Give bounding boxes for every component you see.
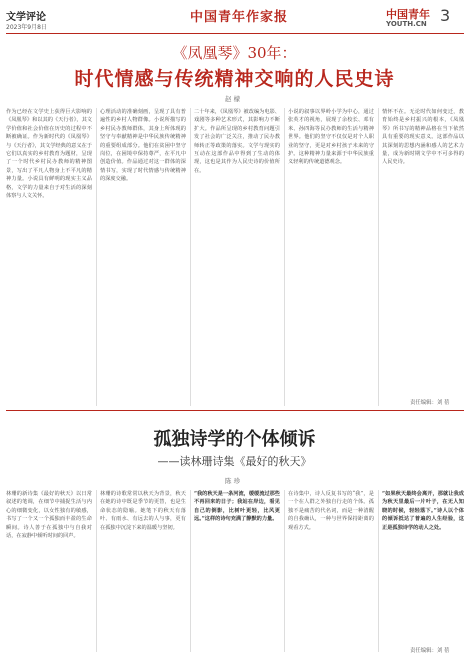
article1-title: 时代情感与传统精神交响的人民史诗 <box>74 68 395 90</box>
article1-subtitle: 《凤凰琴》30年： <box>172 44 297 62</box>
article1-column-4: 小说的叙事以界岭小学为中心，通过张英才的视角，展现了余校长、邓有米、孙四海等民办教师的生活与精神世界。他们的坚守不仅仅是对个人职业的坚守，更是对乡村孩子未来的守护。这种精神力量来源于中华民族重义轻利的传统道德观念。 <box>288 109 374 166</box>
article1-column-5: 情怀不在。无论时代如何变迁，教育始终是乡村振兴的根本，《凤凰琴》所书写的精神品格在当下依然具有重要的现实意义。这部作品以其深刻的思想内涵和感人的艺术力量，成为新时期文学中不可多得的人民史诗。 <box>382 109 464 166</box>
article1-column-3: 二十年来，《凤凰琴》被改编为电影、戏剧等多种艺术形式，其影响力不断扩大。作品所呈现的乡村教育问题引发了社会的广泛关注，推动了民办教师转正等政策的落实。文学与现实的互动在这部作品中得到了生动的体现，这也是其作为人民史诗的价值所在。 <box>194 109 280 174</box>
article2-column-4: 在诗集中，诗人反复书写的“我”，是一个在人群之外独自行走的个体。孤独不是痛苦的代名词，而是一种清醒的自我确认，一种与世界保持距离的观看方式。 <box>288 491 374 531</box>
column-divider <box>96 490 97 652</box>
article2-subtitle: ——读林珊诗集《最好的秋天》 <box>157 455 312 468</box>
article2-column-1: 林珊的新诗集《最好的秋天》以日常叙述的笔调，在细节中捕捉生活与内心的细微变化，以女性独有的敏感，书写了一个又一个孤独而丰盈的生命瞬间。诗人善于在孤独中与自我对话，在寂静中倾听时间的回声。 <box>6 491 92 540</box>
section-label: 文学评论 <box>6 12 46 23</box>
article2-column-5: “如果秋天最终会离开，那就让我成为秋天里最后一片叶子，在无人知晓的时候，轻轻落下。”诗人以个体的倾诉抵达了普遍的人生经验，这正是孤独诗学的动人之处。 <box>382 491 464 531</box>
article1-editor: 责任编辑：刘 蓓 <box>410 400 450 406</box>
issue-date: 2023年9月8日 <box>6 24 47 31</box>
article-divider <box>6 410 464 411</box>
article2-column-3: “我的秋天是一条河流，缓缓流过那些不再回来的日子；我站在岸边，看见自己的倒影，比树叶更轻，比风更远。”这样的诗句充满了静默的力量。 <box>194 491 280 523</box>
column-divider <box>378 490 379 652</box>
article1-column-1: 作为已经在文学史上获得巨大影响的《凤凰琴》和以其的《天行者》，其文学价值和社会价值在历史的过程中不断被确证。作为新时代的《凤凰琴》与《天行者》，其文学经典的意义在于它们以真实的乡村教育为题材，呈现了一个时代乡村民办教师的精神图景，写出了平凡人物身上不平凡的精神力量。小说具有鲜明的现实主义品格，文学的力量来自于对生活的深刻体察与人文关怀。 <box>6 109 92 200</box>
column-divider <box>190 490 191 652</box>
article2-byline: 陈 珍 <box>225 477 241 485</box>
article2-column-2: 林珊的诗歌常常以秋天为背景，秋天在她的诗中既是季节的更替，也是生命状态的隐喻。她笔下的秋天有落叶、有雨水、有远去的人与事，更有在孤独中沉淀下来的温暖与坚韧。 <box>100 491 186 531</box>
column-divider <box>378 108 379 406</box>
column-divider <box>284 490 285 652</box>
column-divider <box>284 108 285 406</box>
article2-editor: 责任编辑：刘 蓓 <box>410 648 450 654</box>
masthead: 中国青年作家报 <box>190 10 289 25</box>
site-url: YOUTH.CN <box>386 20 427 28</box>
header-divider <box>6 33 464 34</box>
article1-column-2: 心理活动的准确刻画，呈现了具有普遍性的乡村人物群像。小说所描写的乡村民办教师群体，其身上所体现的坚守与奉献精神是中华民族传统精神的重要组成部分。他们在贫困中坚守岗位，在困境中保持尊严，在平凡中创造价值。作品通过对这一群体的深情书写，实现了时代情感与传统精神的深度交融。 <box>100 109 186 183</box>
brand-logo: 中国青年 <box>386 8 430 21</box>
page-number: 3 <box>440 6 451 25</box>
article1-byline: 赵 檬 <box>225 95 241 103</box>
article2-title: 孤独诗学的个体倾诉 <box>153 429 316 450</box>
column-divider <box>190 108 191 406</box>
column-divider <box>96 108 97 406</box>
